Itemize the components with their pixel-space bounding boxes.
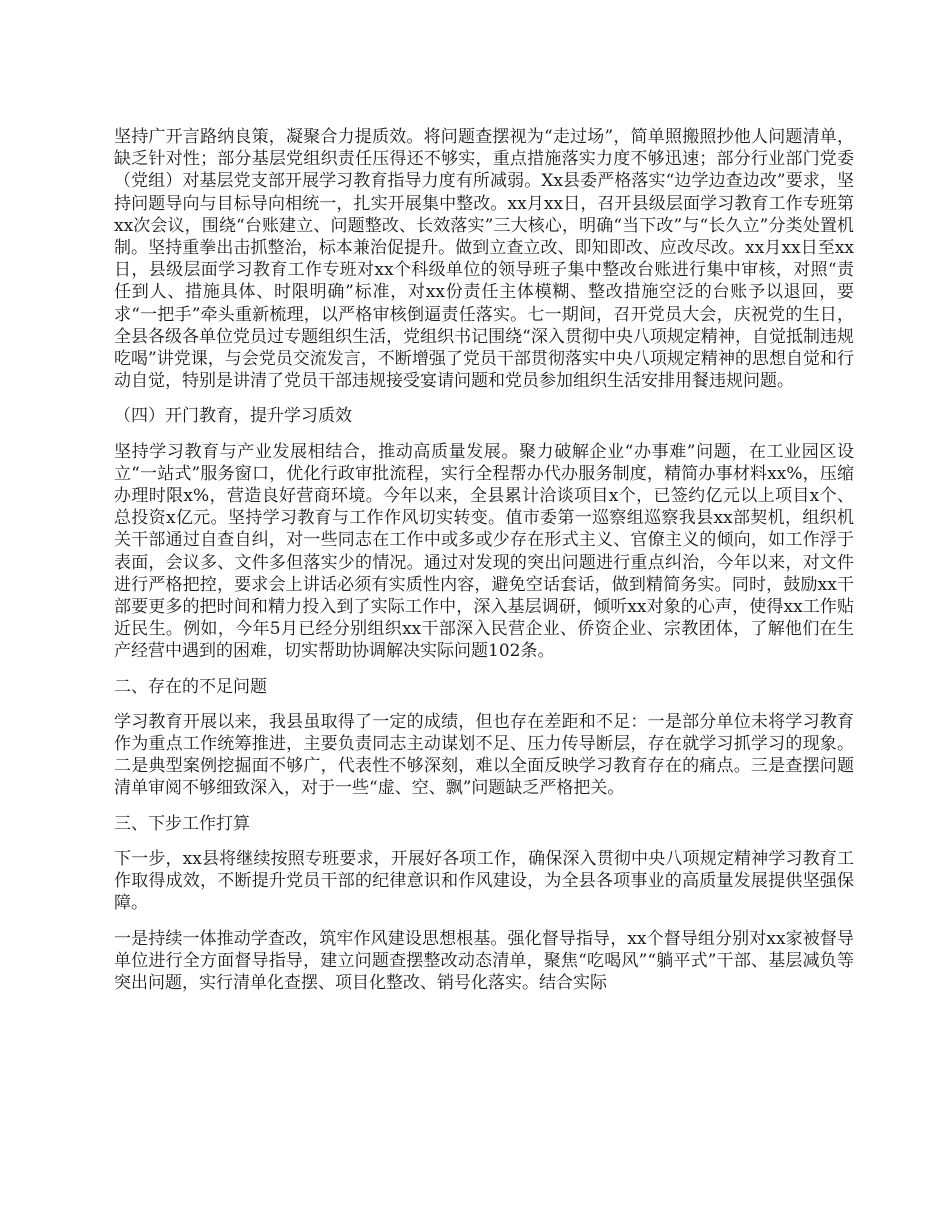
section-heading-next-steps: 三、下步工作打算 <box>114 813 250 834</box>
paragraph-rectification: 坚持广开言路纳良策，凝聚合力提质效。将问题查摆视为“走过场”，简单照搬照抄他人问题清单，缺乏针对性；部分基层党组织责任压得还不够实，重点措施落实力度不够迅速；部分行业部门党委（党组）对基层党支部开展学习教育指导力度有所减弱。Xx县委严格落实“边学边查边改”要求，坚持问题导向与目标导向相统一，扎实开展集中整改。xx月xx日，召开县级层面学习教育工作专班第xx次会议，围绕“台账建立、问题整改、长效落实”三大核心，明确“当下改”与“长久立”分类处置机制。坚持重拳出击抓整治，标本兼治促提升。做到立查立改、即知即改、应改尽改。xx月xx日至xx日，县级层面学习教育工作专班对xx个科级单位的领导班子集中整改台账进行集中审核，对照“责任到人、措施具体、时限明确”标准，对xx份责任主体模糊、整改措施空泛的台账予以退回，要求“一把手”牵头重新梳理，以严格审核倒逼责任落实。七一期间，召开党员大会，庆祝党的生日，全县各级各单位党员过专题组织生活，党组织书记围绕“深入贯彻中央八项规定精神，自觉抵制违规吃喝”讲党课，与会党员交流发言，不断增强了党员干部贯彻落实中央八项规定精神的思想自觉和行动自觉，特别是讲清了党员干部违规接受宴请问题和党员参加组织生活安排用餐违规问题。 <box>114 127 854 392</box>
paragraph-next-steps-intro: 下一步，xx县将继续按照专班要求，开展好各项工作，确保深入贯彻中央八项规定精神学习教育工作取得成效，不断提升党员干部的纪律意识和作风建设，为全县各项事业的高质量发展提供坚强保障。 <box>114 848 854 914</box>
paragraph-open-education: 坚持学习教育与产业发展相结合，推动高质量发展。聚力破解企业“办事难”问题，在工业园区设立“一站式”服务窗口，优化行政审批流程，实行全程帮办代办服务制度，精简办事材料xx%，压缩办理时限x%，营造良好营商环境。今年以来，全县累计洽谈项目x个，已签约亿元以上项目x个、总投资x亿元。坚持学习教育与工作作风切实转变。值市委第一巡察组巡察我县xx部契机，组织机关干部通过自查自纠，对一些同志在工作中或多或少存在形式主义、官僚主义的倾向，如工作浮于表面，会议多、文件多但落实少的情况。通过对发现的突出问题进行重点纠治，今年以来，对文件进行严格把控，要求会上讲话必须有实质性内容，避免空话套话，做到精简务实。同时，鼓励xx干部要更多的把时间和精力投入到了实际工作中，深入基层调研，倾听xx对象的心声，使得xx工作贴近民生。例如，今年5月已经分别组织xx干部深入民营企业、侨资企业、宗教团体，了解他们在生产经营中遇到的困难，切实帮助协调解决实际问题102条。 <box>114 441 854 662</box>
document-page <box>114 126 854 1007</box>
paragraph-next-steps-one: 一是持续一体推动学查改，筑牢作风建设思想根基。强化督导指导，xx个督导组分别对xx家被督导单位进行全方面督导指导，建立问题查摆整改动态清单，聚焦“吃喝风”“躺平式”干部、基层减负等突出问题，实行清单化查摆、项目化整改、销号化落实。结合实际 <box>114 928 854 993</box>
section-heading-open-education: （四）开门教育，提升学习质效 <box>114 406 352 427</box>
section-heading-problems: 二、存在的不足问题 <box>114 676 267 697</box>
paragraph-problems: 学习教育开展以来，我县虽取得了一定的成绩，但也存在差距和不足：一是部分单位未将学习教育作为重点工作统筹推进，主要负责同志主动谋划不足、压力传导断层，存在就学习抓学习的现象。二是典型案例挖掘面不够广，代表性不够深刻，难以全面反映学习教育存在的痛点。三是查摆问题清单审阅不够细致深入，对于一些“虚、空、飘”问题缺乏严格把关。 <box>114 711 854 799</box>
